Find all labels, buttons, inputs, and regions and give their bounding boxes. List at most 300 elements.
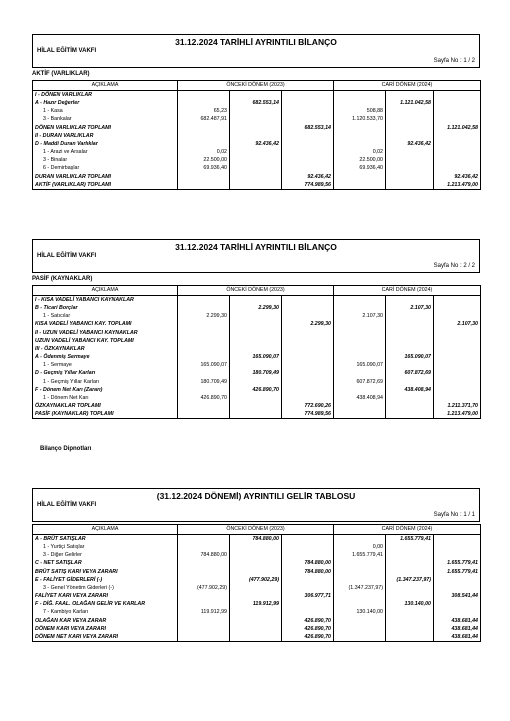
amount-cell: [178, 633, 230, 642]
table-row: [33, 568, 481, 576]
amount-cell: 784.880,00: [178, 551, 230, 559]
amount-cell: 1.211.371,70: [434, 402, 481, 410]
amount-cell: [334, 337, 386, 345]
amount-cell: [386, 559, 434, 567]
amount-cell: [230, 625, 282, 633]
table-row: [33, 543, 481, 551]
amount-cell: (1.347.237,97): [386, 576, 434, 584]
amount-cell: [334, 386, 386, 394]
amount-cell: [230, 543, 282, 551]
amount-cell: [334, 576, 386, 584]
amount-cell: [386, 617, 434, 625]
amount-cell: [434, 312, 481, 320]
amount-cell: [434, 296, 481, 305]
amount-cell: 0,00: [334, 543, 386, 551]
amount-cell: [178, 535, 230, 544]
amount-cell: [434, 608, 481, 616]
amount-cell: 1.213.479,00: [434, 410, 481, 419]
table-row: [33, 164, 481, 172]
table-row: [33, 535, 481, 544]
amount-cell: [434, 576, 481, 584]
amount-cell: [282, 535, 334, 544]
income-page: Sayfa No : 1 / 1: [433, 512, 475, 518]
table-row: [33, 181, 481, 190]
amount-cell: [386, 181, 434, 190]
amount-cell: 682.487,91: [178, 115, 230, 123]
row-label: 3 - Binalar: [33, 156, 178, 164]
row-label: 3 - Diğer Gelirler: [33, 551, 178, 559]
amount-cell: [230, 337, 282, 345]
balance1-subtitle: AKTİF (VARLIKLAR): [32, 71, 90, 77]
amount-cell: [282, 312, 334, 320]
row-label: PASİF (KAYNAKLAR) TOPLAMI: [33, 410, 178, 419]
row-label: 3 - Bankalar: [33, 115, 178, 123]
table-row: [33, 296, 481, 305]
table-row: [33, 173, 481, 181]
table-row: [33, 115, 481, 123]
amount-cell: [230, 115, 282, 123]
balance2-page: Sayfa No : 2 / 2: [433, 263, 475, 269]
row-label: E - FALİYET GİDERLERİ (-): [33, 576, 178, 584]
row-label: III - ÖZKAYNAKLAR: [33, 345, 178, 353]
amount-cell: [178, 99, 230, 107]
amount-cell: [334, 633, 386, 642]
table-row: [33, 99, 481, 107]
amount-cell: 2.107,30: [434, 320, 481, 328]
amount-cell: [386, 337, 434, 345]
amount-cell: [434, 164, 481, 172]
table-row: [33, 402, 481, 410]
amount-cell: 438.681,44: [434, 633, 481, 642]
amount-cell: [334, 617, 386, 625]
amount-cell: 426.890,70: [230, 386, 282, 394]
amount-cell: [282, 164, 334, 172]
amount-cell: [434, 156, 481, 164]
row-label: DURAN VARLIKLAR TOPLAMI: [33, 173, 178, 181]
amount-cell: [230, 132, 282, 140]
row-label: II - DURAN VARLIKLAR: [33, 132, 178, 140]
amount-cell: [434, 115, 481, 123]
amount-cell: [386, 394, 434, 402]
amount-cell: 69.936,40: [178, 164, 230, 172]
table-row: [33, 600, 481, 608]
amount-cell: [386, 608, 434, 616]
amount-cell: 1.120.533,70: [334, 115, 386, 123]
amount-cell: [230, 633, 282, 642]
amount-cell: 130.140,00: [334, 608, 386, 616]
amount-cell: [282, 600, 334, 608]
amount-cell: [334, 600, 386, 608]
amount-cell: [386, 633, 434, 642]
amount-cell: [334, 410, 386, 419]
amount-cell: [282, 608, 334, 616]
amount-cell: [282, 115, 334, 123]
table-row: [33, 107, 481, 115]
amount-cell: [434, 369, 481, 377]
income-table: [32, 524, 481, 642]
amount-cell: 682.553,14: [230, 99, 282, 107]
amount-cell: [230, 617, 282, 625]
amount-cell: 2.299,30: [282, 320, 334, 328]
amount-cell: [178, 625, 230, 633]
balance2-header: [32, 239, 480, 273]
row-label: 1 - Yurtiçi Satışlar: [33, 543, 178, 551]
amount-cell: 784.880,00: [230, 535, 282, 544]
amount-cell: 438.408,94: [386, 386, 434, 394]
amount-cell: [434, 386, 481, 394]
amount-cell: [178, 353, 230, 361]
column-header-previous-period: ÖNCEKİ DÖNEM (2023): [178, 286, 334, 296]
row-label: A - Ödenmiş Sermaye: [33, 353, 178, 361]
table-row: [33, 304, 481, 312]
amount-cell: (477.902,29): [178, 584, 230, 592]
amount-cell: [178, 592, 230, 600]
amount-cell: [434, 535, 481, 544]
amount-cell: 1.121.042,58: [386, 99, 434, 107]
amount-cell: [386, 543, 434, 551]
amount-cell: [178, 410, 230, 419]
balance1-title: 31.12.2024 TARİHLİ AYRINTILI BİLANÇO: [175, 37, 337, 47]
row-label: AKTİF (VARLIKLAR) TOPLAMI: [33, 181, 178, 190]
amount-cell: [386, 164, 434, 172]
row-label: F - Dönem Net Karı (Zararı): [33, 386, 178, 394]
amount-cell: [334, 124, 386, 132]
table-row: [33, 329, 481, 337]
amount-cell: 1.655.779,41: [386, 535, 434, 544]
amount-cell: 165.090,07: [334, 361, 386, 369]
amount-cell: [178, 568, 230, 576]
amount-cell: 508,88: [334, 107, 386, 115]
amount-cell: 130.140,00: [386, 600, 434, 608]
amount-cell: [178, 140, 230, 148]
amount-cell: 426.890,70: [282, 625, 334, 633]
amount-cell: [334, 181, 386, 190]
table-row: [33, 91, 481, 100]
table-row: [33, 592, 481, 600]
row-label: DÖNEN VARLIKLAR TOPLAMI: [33, 124, 178, 132]
table-row: [33, 617, 481, 625]
amount-cell: [230, 296, 282, 305]
amount-cell: 784.880,00: [282, 559, 334, 567]
table-row: [33, 148, 481, 156]
amount-cell: [230, 312, 282, 320]
amount-cell: 306.977,71: [282, 592, 334, 600]
amount-cell: [282, 378, 334, 386]
amount-cell: [178, 337, 230, 345]
amount-cell: [334, 91, 386, 100]
amount-cell: 92.436,42: [386, 140, 434, 148]
amount-cell: [386, 378, 434, 386]
amount-cell: 772.690,26: [282, 402, 334, 410]
amount-cell: [178, 617, 230, 625]
amount-cell: [282, 148, 334, 156]
row-label: 3 - Genel Yönetim Giderleri (-): [33, 584, 178, 592]
row-label: B - Ticari Borçlar: [33, 304, 178, 312]
row-label: I - DÖNEN VARLIKLAR: [33, 91, 178, 100]
amount-cell: 607.872,69: [386, 369, 434, 377]
amount-cell: [178, 124, 230, 132]
amount-cell: [386, 91, 434, 100]
amount-cell: [178, 543, 230, 551]
table-row: [33, 386, 481, 394]
column-header-description: AÇIKLAMA: [33, 525, 178, 535]
amount-cell: [334, 345, 386, 353]
amount-cell: 65,23: [178, 107, 230, 115]
amount-cell: [178, 296, 230, 305]
amount-cell: [434, 99, 481, 107]
amount-cell: 22.500,00: [178, 156, 230, 164]
table-header-row: [33, 286, 481, 296]
amount-cell: [386, 173, 434, 181]
amount-cell: [434, 140, 481, 148]
amount-cell: [334, 592, 386, 600]
amount-cell: 1.655.779,41: [434, 559, 481, 567]
amount-cell: 180.709,49: [178, 378, 230, 386]
column-header-current-period: CARİ DÖNEM (2024): [334, 525, 481, 535]
balance2-table: [32, 285, 481, 419]
row-label: ÖZKAYNAKLAR TOPLAMI: [33, 402, 178, 410]
table-row: [33, 410, 481, 419]
balance2-title: 31.12.2024 TARİHLİ AYRINTILI BİLANÇO: [175, 242, 337, 252]
amount-cell: 22.500,00: [334, 156, 386, 164]
amount-cell: [386, 124, 434, 132]
row-label: D - Geçmiş Yıllar Karları: [33, 369, 178, 377]
amount-cell: 1.121.042,58: [434, 124, 481, 132]
row-label: 1 - Kasa: [33, 107, 178, 115]
amount-cell: 682.553,14: [282, 124, 334, 132]
amount-cell: 119.912,99: [178, 608, 230, 616]
amount-cell: [434, 337, 481, 345]
amount-cell: [434, 394, 481, 402]
amount-cell: [282, 99, 334, 107]
amount-cell: [282, 394, 334, 402]
amount-cell: [434, 304, 481, 312]
row-label: 7 - Kambiyo Karları: [33, 608, 178, 616]
amount-cell: 784.880,00: [282, 568, 334, 576]
table-row: [33, 625, 481, 633]
amount-cell: [230, 320, 282, 328]
amount-cell: [282, 132, 334, 140]
row-label: 6 - Demirbaşlar: [33, 164, 178, 172]
amount-cell: [282, 140, 334, 148]
amount-cell: [434, 551, 481, 559]
table-row: [33, 633, 481, 642]
amount-cell: [434, 361, 481, 369]
table-row: [33, 320, 481, 328]
amount-cell: 0,02: [178, 148, 230, 156]
amount-cell: [434, 329, 481, 337]
amount-cell: [434, 91, 481, 100]
table-row: [33, 132, 481, 140]
row-label: A - Hazır Değerler: [33, 99, 178, 107]
balance2-subtitle: PASİF (KAYNAKLAR): [32, 276, 93, 282]
amount-cell: [230, 559, 282, 567]
amount-cell: [386, 148, 434, 156]
column-header-current-period: CARİ DÖNEM (2024): [334, 286, 481, 296]
amount-cell: 308.541,44: [434, 592, 481, 600]
amount-cell: [230, 329, 282, 337]
row-label: C - NET SATIŞLAR: [33, 559, 178, 567]
amount-cell: [178, 181, 230, 190]
amount-cell: 438.681,44: [434, 625, 481, 633]
amount-cell: [434, 148, 481, 156]
amount-cell: [178, 91, 230, 100]
amount-cell: [386, 329, 434, 337]
table-row: [33, 124, 481, 132]
amount-cell: [386, 320, 434, 328]
amount-cell: [282, 353, 334, 361]
amount-cell: [282, 296, 334, 305]
amount-cell: [386, 551, 434, 559]
amount-cell: [282, 386, 334, 394]
row-label: OLAĞAN KAR VEYA ZARAR: [33, 617, 178, 625]
amount-cell: [178, 386, 230, 394]
amount-cell: [230, 181, 282, 190]
income-title: (31.12.2024 DÖNEMİ) AYRINTILI GELİR TABLOSU: [156, 491, 356, 501]
table-row: [33, 559, 481, 567]
amount-cell: 1.655.779,41: [334, 551, 386, 559]
row-label: 1 - Arazi ve Arsalar: [33, 148, 178, 156]
balance1-org: HİLAL EĞİTİM VAKFI: [37, 48, 97, 54]
amount-cell: [334, 99, 386, 107]
amount-cell: 438.681,44: [434, 617, 481, 625]
amount-cell: [282, 91, 334, 100]
amount-cell: [230, 124, 282, 132]
amount-cell: [178, 600, 230, 608]
amount-cell: 180.709,49: [230, 369, 282, 377]
amount-cell: [282, 551, 334, 559]
table-row: [33, 353, 481, 361]
amount-cell: 426.890,70: [282, 617, 334, 625]
amount-cell: [230, 91, 282, 100]
row-label: A - BRÜT SATIŞLAR: [33, 535, 178, 544]
amount-cell: [178, 329, 230, 337]
amount-cell: [386, 625, 434, 633]
amount-cell: 92.436,42: [282, 173, 334, 181]
amount-cell: [386, 312, 434, 320]
amount-cell: 165.090,07: [178, 361, 230, 369]
row-label: I - KISA VADELİ YABANCI KAYNAKLAR: [33, 296, 178, 305]
amount-cell: (1.347.237,97): [334, 584, 386, 592]
amount-cell: [434, 345, 481, 353]
amount-cell: [230, 148, 282, 156]
balance1-table: [32, 80, 481, 190]
table-row: [33, 345, 481, 353]
row-label: UZUN VADELİ YABANCI KAY. TOPLAMI: [33, 337, 178, 345]
amount-cell: [334, 320, 386, 328]
amount-cell: 426.890,70: [282, 633, 334, 642]
amount-cell: [230, 402, 282, 410]
amount-cell: [178, 369, 230, 377]
table-row: [33, 378, 481, 386]
amount-cell: [434, 600, 481, 608]
row-label: BRÜT SATIŞ KARI VEYA ZARARI: [33, 568, 178, 576]
amount-cell: [282, 304, 334, 312]
amount-cell: [282, 107, 334, 115]
table-row: [33, 361, 481, 369]
amount-cell: [282, 156, 334, 164]
amount-cell: 92.436,42: [230, 140, 282, 148]
amount-cell: [282, 337, 334, 345]
amount-cell: [434, 543, 481, 551]
amount-cell: 165.090,07: [386, 353, 434, 361]
amount-cell: [230, 584, 282, 592]
amount-cell: 119.912,99: [230, 600, 282, 608]
amount-cell: 165.090,07: [230, 353, 282, 361]
amount-cell: [386, 402, 434, 410]
amount-cell: [386, 156, 434, 164]
amount-cell: [386, 115, 434, 123]
amount-cell: [386, 345, 434, 353]
amount-cell: [334, 402, 386, 410]
amount-cell: [334, 568, 386, 576]
income-header: [32, 488, 480, 522]
row-label: 1 - Satıcılar: [33, 312, 178, 320]
table-row: [33, 369, 481, 377]
amount-cell: [386, 132, 434, 140]
amount-cell: [282, 543, 334, 551]
amount-cell: [386, 592, 434, 600]
table-header-row: [33, 525, 481, 535]
amount-cell: [334, 535, 386, 544]
amount-cell: 2.107,30: [386, 304, 434, 312]
amount-cell: [230, 592, 282, 600]
amount-cell: [178, 559, 230, 567]
amount-cell: [282, 576, 334, 584]
amount-cell: [230, 394, 282, 402]
row-label: II - UZUN VADELİ YABANCI KAYNAKLAR: [33, 329, 178, 337]
column-header-previous-period: ÖNCEKİ DÖNEM (2023): [178, 81, 334, 91]
amount-cell: [334, 140, 386, 148]
table-row: [33, 156, 481, 164]
amount-cell: [230, 410, 282, 419]
table-row: [33, 312, 481, 320]
amount-cell: [230, 608, 282, 616]
column-header-description: AÇIKLAMA: [33, 286, 178, 296]
table-row: [33, 551, 481, 559]
table-row: [33, 576, 481, 584]
row-label: D - Maddi Duran Varlıklar: [33, 140, 178, 148]
amount-cell: [282, 361, 334, 369]
table-row: [33, 140, 481, 148]
amount-cell: [282, 345, 334, 353]
amount-cell: [230, 378, 282, 386]
amount-cell: [178, 402, 230, 410]
amount-cell: [178, 576, 230, 584]
table-row: [33, 608, 481, 616]
amount-cell: [386, 410, 434, 419]
amount-cell: [386, 361, 434, 369]
amount-cell: 2.299,30: [230, 304, 282, 312]
table-header-row: [33, 81, 481, 91]
row-label: FALİYET KARI VEYA ZARARI: [33, 592, 178, 600]
amount-cell: [178, 345, 230, 353]
amount-cell: [230, 156, 282, 164]
balance-notes-label: Bilanço Dipnotları: [40, 446, 92, 452]
amount-cell: [334, 625, 386, 633]
amount-cell: 426.890,70: [178, 394, 230, 402]
amount-cell: 92.436,42: [434, 173, 481, 181]
column-header-description: AÇIKLAMA: [33, 81, 178, 91]
amount-cell: 2.107,30: [334, 312, 386, 320]
amount-cell: [334, 353, 386, 361]
row-label: 1 - Sermaye: [33, 361, 178, 369]
amount-cell: [178, 304, 230, 312]
amount-cell: [334, 329, 386, 337]
amount-cell: [434, 353, 481, 361]
income-org: HİLAL EĞİTİM VAKFI: [37, 502, 97, 508]
amount-cell: [178, 132, 230, 140]
